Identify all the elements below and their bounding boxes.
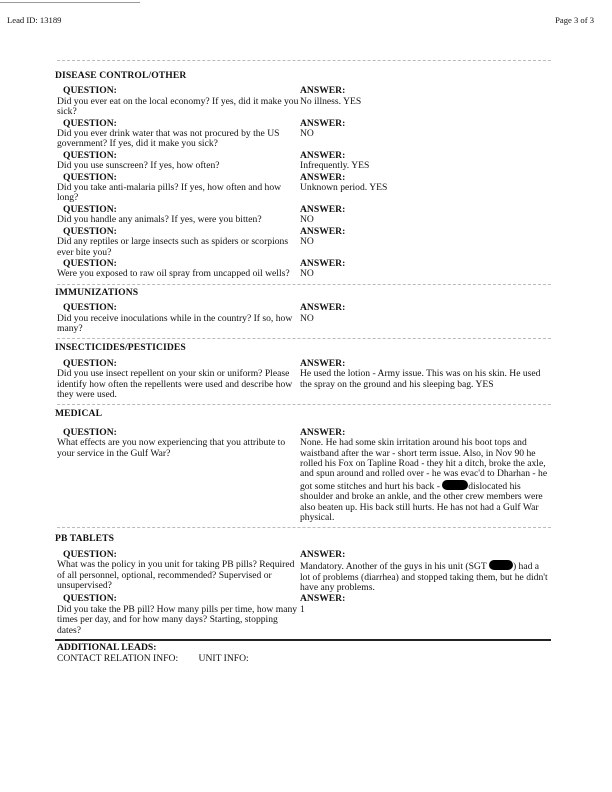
question-text: Did you use insect repellent on your skin or uniform? Please identify how often the repellents were used and describe how they were used. — [57, 368, 293, 400]
question-text: Did you take the PB pill? How many pills per time, how many times per day, and for how many days? Starting, stopping dates? — [57, 603, 298, 636]
qa-row-medical — [57, 428, 551, 524]
answer-text-part1: None. He had some skin irritation around his boot tops and waistband after the war - short term issue. Also, in Nov 90 he rolled his Fox on Tapline Road - they hit a ditch, broke the axle, and spun around and rolled over - he was evac'd to Dharhan - he got some stitches and hurt his back - — [300, 437, 548, 492]
question-label: QUESTION: — [63, 257, 117, 269]
answer-label: ANSWER: — [300, 426, 346, 438]
qa-row-pb-taken — [57, 594, 551, 636]
question-text: Were you exposed to raw oil spray from uncapped oil wells? — [57, 268, 290, 280]
question-label: QUESTION: — [63, 149, 117, 161]
answer-text: NO — [300, 214, 314, 226]
answer-text: NO — [300, 312, 314, 324]
redaction-mark — [489, 560, 513, 570]
section-divider — [57, 284, 551, 285]
answer-text-part2: dislocated his shoulder and broke an ankle, and the other crew members were also beaten up. His back still hurts. He has not had a Gulf War physical. — [300, 480, 543, 524]
question-label: QUESTION: — [63, 117, 117, 129]
additional-leads-label: ADDITIONAL LEADS: — [57, 642, 157, 654]
answer-label: ANSWER: — [300, 302, 346, 314]
insecticides-qa-list — [57, 359, 551, 401]
section-divider — [57, 60, 551, 61]
question-label: QUESTION: — [63, 203, 117, 215]
section-title-insecticides: INSECTICIDES/PESTICIDES — [55, 342, 186, 354]
question-text: Did you take anti-malaria pills? If yes, how often and how long? — [57, 182, 282, 204]
answer-text: NO — [300, 128, 314, 140]
footer-rule — [55, 639, 551, 641]
section-title-immunizations: IMMUNIZATIONS — [55, 286, 139, 298]
question-text: Did you receive inoculations while in the country? If so, how many? — [57, 312, 293, 334]
contact-relation-label: CONTACT RELATION INFO: — [57, 652, 179, 664]
top-rule — [0, 2, 140, 3]
question-label: QUESTION: — [63, 85, 117, 97]
qa-row — [57, 205, 551, 226]
unit-info-label: UNIT INFO: — [198, 652, 249, 664]
answer-text: NO — [300, 268, 314, 280]
qa-row-pb-policy — [57, 550, 551, 594]
question-text: Did you use sunscreen? If yes, how often? — [57, 160, 220, 172]
qa-row — [57, 359, 551, 401]
question-text: Did you ever drink water that was not procured by the US government? If yes, did it make you sick? — [57, 128, 280, 150]
answer-text — [300, 438, 551, 523]
answer-text-part2: ) had a lot of problems (diarrhea) and stopped taking them, but he didn't have any problems. — [300, 561, 548, 594]
question-label: QUESTION: — [63, 593, 117, 605]
answer-text: NO — [300, 236, 314, 248]
form-content — [57, 60, 551, 664]
section-divider — [57, 527, 551, 528]
question-text: Did any reptiles or large insects such as spiders or scorpions ever bite you? — [57, 236, 289, 258]
answer-label: ANSWER: — [300, 85, 346, 97]
section-title-pb-tablets: PB TABLETS — [55, 533, 115, 545]
question-label: QUESTION: — [63, 548, 117, 560]
answer-label: ANSWER: — [300, 203, 346, 215]
answer-label: ANSWER: — [300, 548, 346, 560]
qa-row — [57, 173, 551, 204]
qa-row — [57, 151, 551, 172]
answer-label: ANSWER: — [300, 117, 346, 129]
disease-qa-list — [57, 86, 551, 279]
question-text: What was the policy in you unit for taking PB pills? Required of all personnel, optional, recommended? Supervised or unsupervised? — [57, 559, 295, 592]
redaction-mark — [442, 480, 468, 490]
answer-label: ANSWER: — [300, 357, 346, 369]
page-number: Page 3 of 3 — [555, 15, 594, 25]
qa-row — [57, 303, 551, 334]
answer-label: ANSWER: — [300, 593, 346, 605]
question-label: QUESTION: — [63, 225, 117, 237]
answer-text — [300, 560, 551, 593]
contact-row — [57, 654, 551, 664]
answer-label: ANSWER: — [300, 257, 346, 269]
answer-text: Unknown period. YES — [300, 182, 388, 194]
section-title-disease: DISEASE CONTROL/OTHER — [55, 70, 187, 81]
answer-text: No illness. YES — [300, 95, 362, 107]
lead-id: Lead ID: 13189 — [7, 15, 62, 25]
question-label: QUESTION: — [63, 171, 117, 183]
answer-text: 1 — [300, 603, 305, 615]
immunizations-qa-list — [57, 303, 551, 334]
qa-row — [57, 227, 551, 258]
section-divider — [57, 404, 551, 405]
question-label: QUESTION: — [63, 426, 117, 438]
answer-label: ANSWER: — [300, 171, 346, 183]
answer-label: ANSWER: — [300, 149, 346, 161]
question-text: What effects are you now experiencing that you attribute to your service in the Gulf War? — [57, 437, 286, 459]
question-label: QUESTION: — [63, 357, 117, 369]
answer-text: He used the lotion - Army issue. This was on his skin. He used the spray on the ground and his sleeping bag. YES — [300, 368, 541, 390]
question-label: QUESTION: — [63, 302, 117, 314]
answer-label: ANSWER: — [300, 225, 346, 237]
qa-row — [57, 86, 551, 117]
qa-row — [57, 119, 551, 150]
answer-text: Infrequently. YES — [300, 160, 370, 172]
question-text: Did you handle any animals? If yes, were you bitten? — [57, 214, 262, 226]
question-text: Did you ever eat on the local economy? If yes, did it make you sick? — [57, 95, 299, 118]
answer-text-part1: Mandatory. Another of the guys in his unit (SGT — [300, 561, 489, 573]
qa-row — [57, 259, 551, 280]
section-divider — [57, 338, 551, 339]
section-title-medical: MEDICAL — [55, 408, 103, 420]
